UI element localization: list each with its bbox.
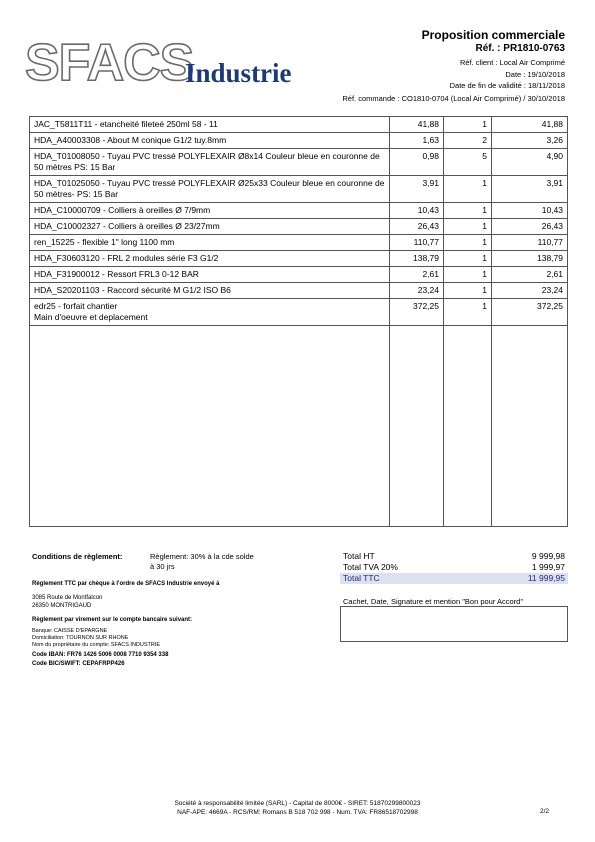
item-total: 26,43: [492, 219, 568, 235]
address-line-2: 26350 MONTRIGAUD: [32, 603, 92, 609]
validity-date: Date de fin de validité : 18/11/2018: [449, 81, 565, 90]
item-description: HDA_T01025050 - Tuyau PVC tressé POLYFLEXAIR Ø25x33 Couleur bleue en couronne de 50 mètres- PS: 15 Bar: [30, 176, 390, 203]
item-description: HDA_F31900012 - Ressort FRL3 0-12 BAR: [30, 267, 390, 283]
table-row: [30, 133, 568, 149]
total-ht-value: 9 999,98: [531, 551, 565, 561]
total-ht-label: Total HT: [343, 551, 375, 561]
item-description: HDA_F30603120 - FRL 2 modules série F3 G1/2: [30, 251, 390, 267]
table-row: [30, 149, 568, 176]
payment-conditions-label: Conditions de règlement:: [32, 552, 123, 561]
empty-cell: [444, 326, 492, 527]
document-title: Proposition commerciale: [421, 28, 565, 42]
item-unit-price: 372,25: [390, 299, 444, 326]
item-description: HDA_T01008050 - Tuyau PVC tressé POLYFLEXAIR Ø8x14 Couleur bleue en couronne de 50 mètres PS: 15 Bar: [30, 149, 390, 176]
item-description: HDA_C10002327 - Colliers à oreilles Ø 23/27mm: [30, 219, 390, 235]
item-quantity: 1: [444, 117, 492, 133]
item-unit-price: 0,98: [390, 149, 444, 176]
item-total: 372,25: [492, 299, 568, 326]
item-description: HDA_C10000709 - Colliers à oreilles Ø 7/9mm: [30, 203, 390, 219]
logo-subtitle: Industrie: [185, 58, 292, 88]
total-ht-row: [340, 551, 568, 562]
table-row: [30, 235, 568, 251]
table-row: [30, 299, 568, 326]
item-total: 110,77: [492, 235, 568, 251]
item-description: HDA_S20201103 - Raccord sécurité M G1/2 ISO B6: [30, 283, 390, 299]
item-quantity: 1: [444, 251, 492, 267]
table-filler-row: [30, 326, 568, 527]
item-total: 3,26: [492, 133, 568, 149]
item-description: edr25 - forfait chantier Main d'oeuvre et deplacement: [30, 299, 390, 326]
item-total: 138,79: [492, 251, 568, 267]
payment-conditions-value: Règlement: 30% à la cde solde à 30 jrs: [150, 552, 254, 571]
table-row: [30, 283, 568, 299]
legal-footer: [0, 799, 595, 817]
item-unit-price: 10,43: [390, 203, 444, 219]
item-unit-price: 110,77: [390, 235, 444, 251]
item-description: JAC_T5811T11 - etancheité fileteé 250ml 58 - 11: [30, 117, 390, 133]
transfer-payment-title: Règlement par virement sur le compte bancaire suivant:: [32, 617, 193, 623]
item-unit-price: 3,91: [390, 176, 444, 203]
client-reference: Réf. client : Local Air Comprimé: [459, 58, 565, 67]
account-owner: Nom du propriétaire du compte: SFACS INDUSTRIE: [32, 642, 161, 648]
items-table-body: [30, 117, 568, 527]
item-unit-price: 138,79: [390, 251, 444, 267]
bank-domiciliation: Domiciliation: TOURNON SUR RHONE: [32, 635, 129, 641]
order-reference: Réf. commande : CO1810-0704 (Local Air Comprimé) / 30/10/2018: [342, 94, 565, 103]
item-total: 41,88: [492, 117, 568, 133]
item-total: 3,91: [492, 176, 568, 203]
item-unit-price: 1,63: [390, 133, 444, 149]
bic-code: Code BIC/SWIFT: CEPAFRPP426: [32, 661, 125, 667]
document-reference: Réf. : PR1810-0763: [475, 43, 565, 54]
item-quantity: 1: [444, 267, 492, 283]
table-row: [30, 251, 568, 267]
item-unit-price: 2,61: [390, 267, 444, 283]
item-unit-price: 26,43: [390, 219, 444, 235]
total-ttc-value: 11 999,95: [527, 573, 565, 583]
items-table: [29, 116, 568, 527]
item-quantity: 1: [444, 235, 492, 251]
totals-block: [340, 551, 568, 584]
bank-name: Banque: CAISSE D'EPARGNE: [32, 628, 108, 634]
signature-box[interactable]: [340, 606, 568, 642]
item-total: 23,24: [492, 283, 568, 299]
signature-label: Cachet, Date, Signature et mention "Bon pour Accord": [343, 597, 524, 606]
bank-info: [32, 628, 160, 649]
payment-address: [32, 594, 102, 610]
item-quantity: 1: [444, 219, 492, 235]
item-description: ren_15225 - flexible 1" long 1100 mm: [30, 235, 390, 251]
table-row: [30, 176, 568, 203]
empty-cell: [30, 326, 390, 527]
table-row: [30, 267, 568, 283]
table-row: [30, 117, 568, 133]
footer-line-1: Société à responsabilité limitée (SARL) - Capital de 8000€ - SIRET: 51870299800023: [174, 800, 421, 807]
total-tva-row: [340, 562, 568, 573]
table-row: [30, 203, 568, 219]
item-quantity: 2: [444, 133, 492, 149]
item-description: HDA_A40003308 - About M conique G1/2 tuy.8mm: [30, 133, 390, 149]
item-quantity: 5: [444, 149, 492, 176]
footer-line-2: NAF-APE: 4669A - RCS/RM: Romans B 518 702 998 - Num. TVA: FR86518702998: [177, 809, 418, 816]
item-quantity: 1: [444, 283, 492, 299]
empty-cell: [390, 326, 444, 527]
item-total: 10,43: [492, 203, 568, 219]
total-tva-value: 1 999,97: [531, 562, 565, 572]
item-total: 4,90: [492, 149, 568, 176]
item-total: 2,61: [492, 267, 568, 283]
total-ttc-label: Total TTC: [343, 573, 380, 583]
address-line-1: 3085 Route de Montfalcon: [32, 595, 103, 601]
item-quantity: 1: [444, 176, 492, 203]
item-unit-price: 23,24: [390, 283, 444, 299]
document-date: Date : 19/10/2018: [505, 70, 565, 79]
cheque-payment-title: Règlement TTC par chèque à l'ordre de SFACS Industrie envoyé à: [32, 581, 220, 587]
logo-wordmark: SFACS: [25, 34, 194, 90]
total-tva-label: Total TVA 20%: [343, 562, 398, 572]
total-ttc-row: [340, 573, 568, 584]
iban-code: Code IBAN: FR76 1426 5006 0008 7710 9354 338: [32, 652, 169, 658]
table-row: [30, 219, 568, 235]
company-logo: [25, 34, 325, 90]
empty-cell: [492, 326, 568, 527]
page-number: 2/2: [539, 808, 549, 815]
item-unit-price: 41,88: [390, 117, 444, 133]
item-quantity: 1: [444, 299, 492, 326]
item-quantity: 1: [444, 203, 492, 219]
